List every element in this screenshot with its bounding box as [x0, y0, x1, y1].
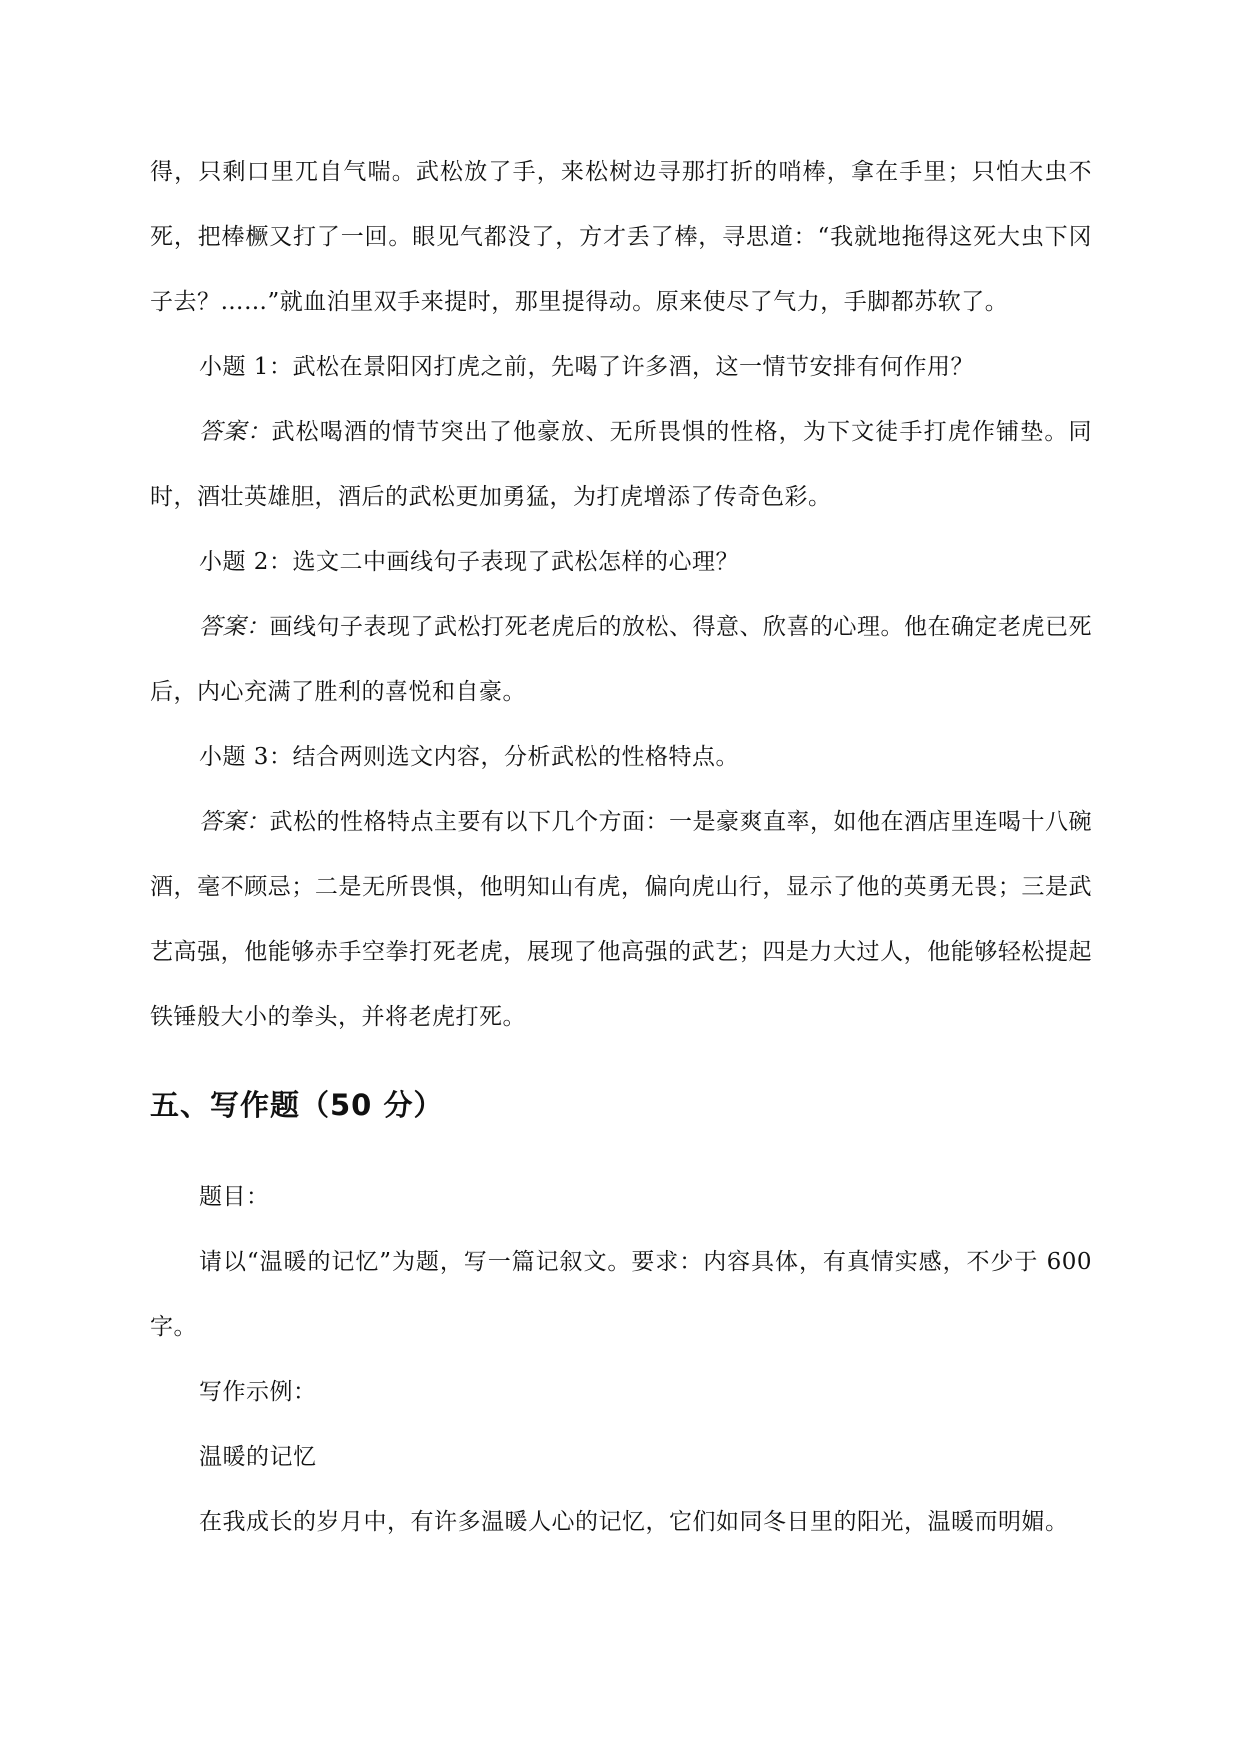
- answer-2: [150, 595, 1092, 725]
- answer-text: 画线句子表现了武松打死老虎后的放松、得意、欣喜的心理。他在确定老虎已死后，内心充满了胜利的喜悦和自豪。: [150, 614, 1092, 705]
- essay-title: 温暖的记忆: [199, 1444, 317, 1470]
- question-3: 小题 3：结合两则选文内容，分析武松的性格特点。: [199, 744, 739, 770]
- essay-paragraph: 在我成长的岁月中，有许多温暖人心的记忆，它们如同冬日里的阳光，温暖而明媚。: [199, 1509, 1069, 1535]
- question-1: 小题 1：武松在景阳冈打虎之前，先喝了许多酒，这一情节安排有何作用？: [199, 354, 974, 380]
- document-body: [150, 140, 1092, 1555]
- passage-paragraph: 得，只剩口里兀自气喘。武松放了手，来松树边寻那打折的哨棒，拿在手里；只怕大虫不死，把棒橛又打了一回。眼见气都没了，方才丢了棒，寻思道：“我就地拖得这死大虫下冈子去？……”就血泊里双手来提时，那里提得动。原来使尽了气力，手脚都苏软了。: [150, 159, 1092, 315]
- writing-prompt: 请以“温暖的记忆”为题，写一篇记叙文。要求：内容具体，有真情实感，不少于 600 字。: [150, 1249, 1092, 1340]
- example-label: 写作示例：: [199, 1379, 317, 1405]
- answer-text: 武松的性格特点主要有以下几个方面：一是豪爽直率，如他在酒店里连喝十八碗酒，毫不顾忌；二是无所畏惧，他明知山有虎，偏向虎山行，显示了他的英勇无畏；三是武艺高强，他能够赤手空拳打死老虎，展现了他高强的武艺；四是力大过人，他能够轻松提起铁锤般大小的拳头，并将老虎打死。: [150, 809, 1092, 1030]
- answer-3: [150, 790, 1092, 1050]
- section-heading: 五、写作题（50 分）: [150, 1088, 444, 1122]
- topic-label: 题目：: [199, 1184, 270, 1210]
- answer-label: 答案：: [199, 614, 270, 640]
- answer-label: 答案：: [199, 809, 270, 835]
- answer-text: 武松喝酒的情节突出了他豪放、无所畏惧的性格，为下文徒手打虎作铺垫。同时，酒壮英雄胆，酒后的武松更加勇猛，为打虎增添了传奇色彩。: [150, 419, 1093, 510]
- answer-label: 答案：: [199, 419, 272, 445]
- answer-1: [150, 400, 1092, 530]
- question-2: 小题 2：选文二中画线句子表现了武松怎样的心理？: [199, 549, 739, 575]
